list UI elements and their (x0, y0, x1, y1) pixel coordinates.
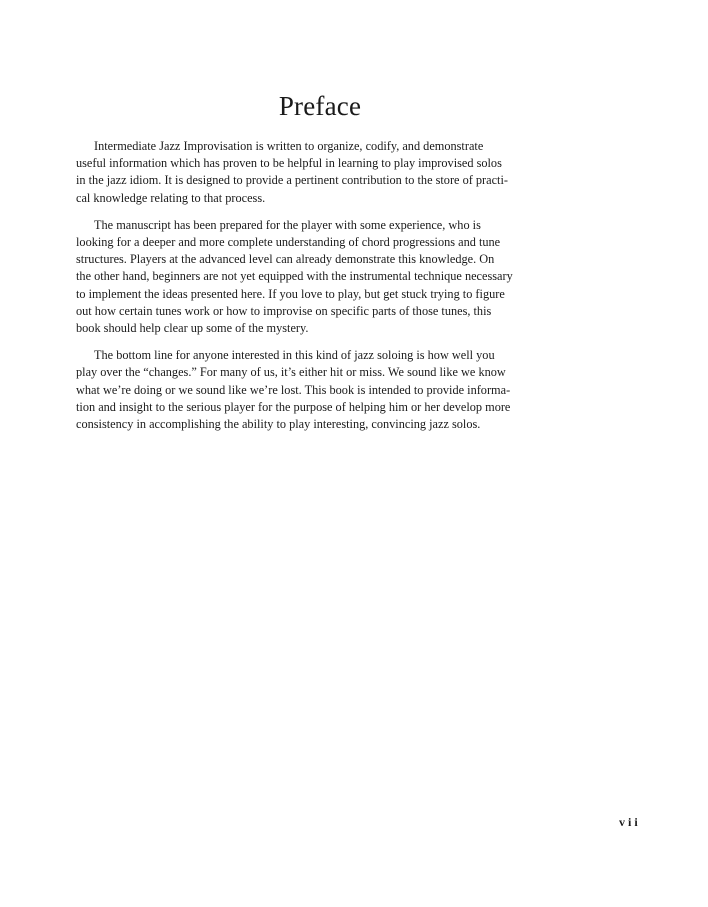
text-line: tion and insight to the serious player for the purpose of helping him or her develop more (76, 399, 511, 414)
text-line: Intermediate Jazz Improvisation is written to organize, codify, and demonstrate (94, 139, 484, 153)
text-line: cal knowledge relating to that process. (76, 190, 266, 205)
text-line: structures. Players at the advanced level can already demonstrate this knowledge. On (76, 252, 495, 267)
page-number: vii (619, 815, 641, 829)
paragraph-3 (76, 347, 572, 433)
text-line: book should help clear up some of the mystery. (76, 321, 309, 336)
text-line: play over the “changes.” For many of us, it’s either hit or miss. We sound like we know (76, 365, 506, 380)
paragraph-1 (76, 138, 572, 207)
text-line: in the jazz idiom. It is designed to provide a pertinent contribution to the store of practi- (76, 173, 508, 188)
text-line: out how certain tunes work or how to improvise on specific parts of those tunes, this (76, 303, 492, 318)
paragraph-2 (76, 217, 572, 337)
page-title: Preface (278, 91, 362, 121)
text-line: The manuscript has been prepared for the player with some experience, who is (94, 217, 481, 232)
text-line: The bottom line for anyone interested in this kind of jazz soloing is how well you (94, 348, 495, 363)
text-line: to implement the ideas presented here. If you love to play, but get stuck trying to figure (76, 286, 505, 301)
text-line: the other hand, beginners are not yet equipped with the instrumental technique necessary (76, 269, 513, 284)
text-line: looking for a deeper and more complete understanding of chord progressions and tune (76, 235, 501, 250)
text-line: useful information which has proven to be helpful in learning to play improvised solos (76, 156, 502, 171)
text-line: consistency in accomplishing the ability to play interesting, convincing jazz solos. (76, 417, 481, 432)
preface-body (76, 138, 572, 443)
text-line: what we’re doing or we sound like we’re lost. This book is intended to provide informa- (76, 382, 511, 397)
